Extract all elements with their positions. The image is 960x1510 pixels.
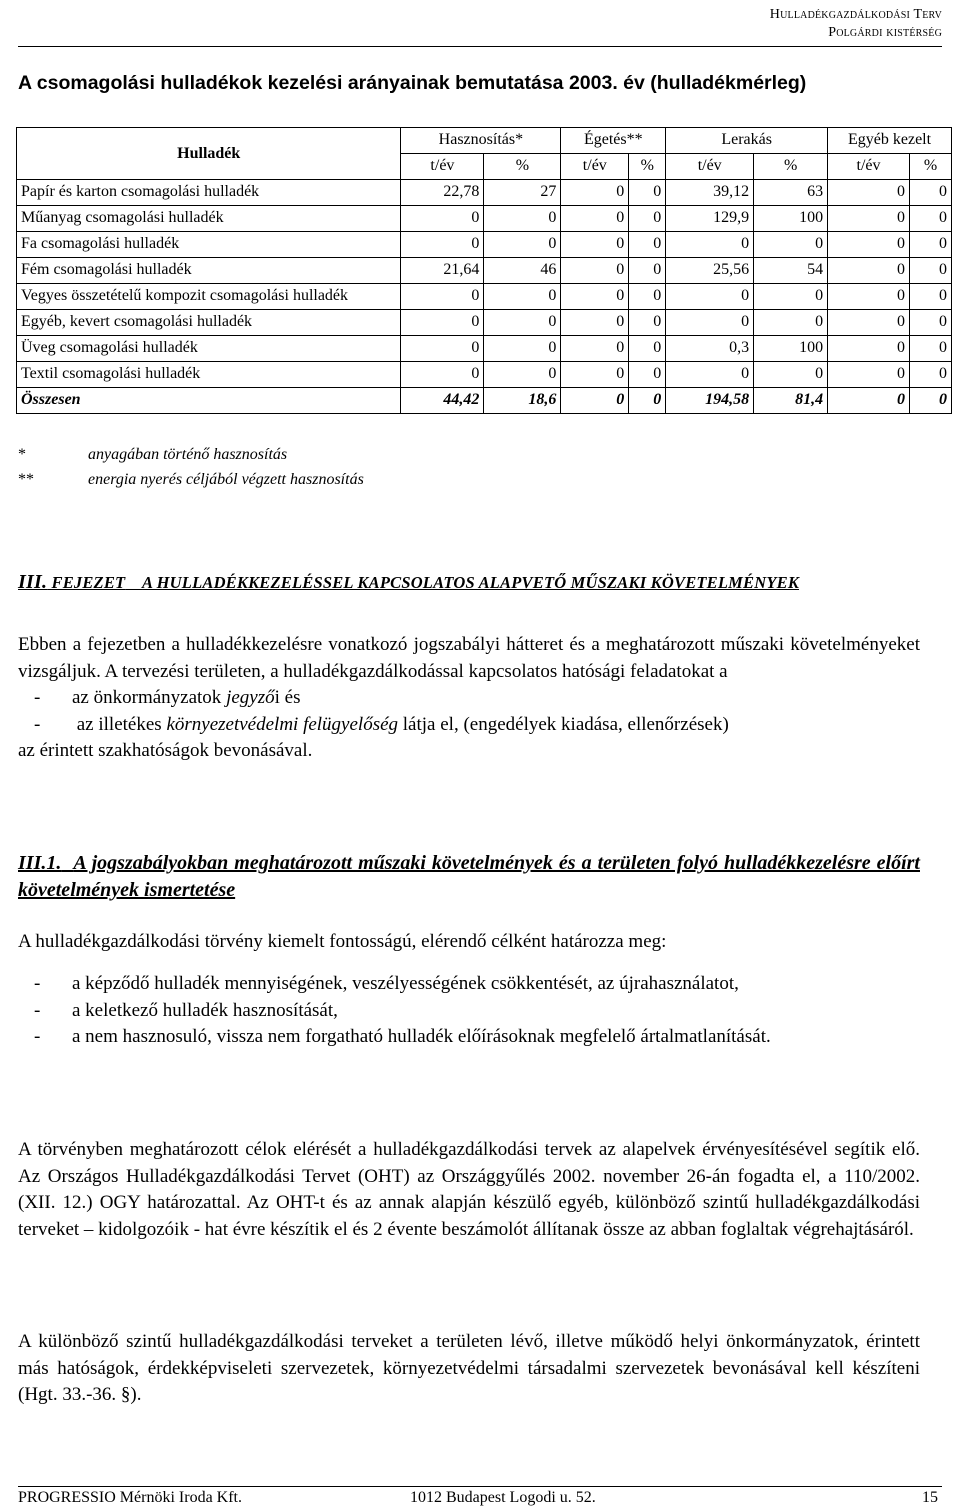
value-cell: 0 <box>629 180 666 206</box>
emphasis: környezetvédelmi felügyelőség <box>166 713 399 735</box>
footnote-marker: ** <box>18 471 34 488</box>
waste-type-cell: Összesen <box>17 388 401 414</box>
value-cell: 25,56 <box>666 258 754 284</box>
table-row <box>17 180 952 206</box>
column-group-header: Hasznosítás* <box>401 128 561 154</box>
value-cell: 0 <box>754 362 828 388</box>
table-row <box>17 232 952 258</box>
table-row <box>17 284 952 310</box>
value-cell: 0 <box>561 362 629 388</box>
waste-type-cell: Üveg csomagolási hulladék <box>17 336 401 362</box>
value-cell: 0 <box>828 284 910 310</box>
page-number: 15 <box>922 1489 938 1506</box>
value-cell: 0 <box>484 362 561 388</box>
value-cell: 0 <box>401 232 484 258</box>
value-cell: 0 <box>828 232 910 258</box>
value-cell: 0 <box>828 336 910 362</box>
column-group-header: Lerakás <box>666 128 828 154</box>
value-cell: 0 <box>484 284 561 310</box>
value-cell: 0,3 <box>666 336 754 362</box>
value-cell: 129,9 <box>666 206 754 232</box>
value-cell: 0 <box>909 284 951 310</box>
table-row <box>17 258 952 284</box>
emphasis: jegyző <box>226 687 275 708</box>
value-cell: 0 <box>828 258 910 284</box>
value-cell: 0 <box>561 206 629 232</box>
waste-type-cell: Vegyes összetételű kompozit csomagolási hulladék <box>17 284 401 310</box>
table-total-row <box>17 388 952 414</box>
header-title: Hulladékgazdálkodási Terv <box>769 7 942 22</box>
value-cell: 63 <box>754 180 828 206</box>
value-cell: 0 <box>484 336 561 362</box>
unit-header: % <box>484 154 561 180</box>
value-cell: 0 <box>401 336 484 362</box>
value-cell: 0 <box>629 336 666 362</box>
column-header-waste: Hulladék <box>17 128 401 180</box>
value-cell: 0 <box>666 362 754 388</box>
value-cell: 0 <box>401 284 484 310</box>
unit-header: % <box>754 154 828 180</box>
value-cell: 0 <box>629 362 666 388</box>
value-cell: 0 <box>629 388 666 414</box>
footnote-marker: * <box>18 446 26 463</box>
value-cell: 0 <box>909 362 951 388</box>
value-cell: 81,4 <box>754 388 828 414</box>
goal-item: - a képződő hulladék mennyiségének, veszélyességének csökkentését, az újrahasználatot, <box>34 973 739 994</box>
column-group-header: Egyéb kezelt <box>828 128 952 154</box>
footnote <box>18 442 364 467</box>
value-cell: 0 <box>828 206 910 232</box>
value-cell: 0 <box>909 180 951 206</box>
running-header <box>770 6 942 42</box>
value-cell: 0 <box>909 206 951 232</box>
goal-item: - a nem hasznosuló, vissza nem forgatható hulladék előírásoknak megfelelő ártalmatlanítását. <box>34 1026 771 1047</box>
footer-rule <box>18 1486 942 1487</box>
value-cell: 0 <box>561 258 629 284</box>
value-cell: 0 <box>754 232 828 258</box>
intro-block <box>18 632 920 765</box>
value-cell: 39,12 <box>666 180 754 206</box>
chapter-label: FEJEZET <box>51 573 126 592</box>
value-cell: 0 <box>629 206 666 232</box>
law-goals-list <box>18 971 920 1051</box>
chapter-title: A HULLADÉKKEZELÉSSEL KAPCSOLATOS ALAPVETŐ MŰSZAKI KÖVETELMÉNYEK <box>142 573 800 592</box>
waste-type-cell: Fa csomagolási hulladék <box>17 232 401 258</box>
value-cell: 0 <box>909 388 951 414</box>
chapter-heading <box>18 571 799 594</box>
value-cell: 0 <box>561 310 629 336</box>
section-heading <box>18 850 920 904</box>
section-title: A jogszabályokban meghatározott műszaki követelmények és a területen folyó hulladékkezelésre előírt követelmények ismertetése <box>18 852 920 901</box>
value-cell: 0 <box>754 284 828 310</box>
value-cell: 0 <box>828 362 910 388</box>
unit-header: % <box>629 154 666 180</box>
value-cell: 0 <box>401 310 484 336</box>
waste-type-cell: Textil csomagolási hulladék <box>17 362 401 388</box>
footnote-text: anyagában történő hasznosítás <box>88 446 288 463</box>
chapter-number: III. <box>18 571 48 593</box>
authority-item: - az illetékes környezetvédelmi felügyelőség látja el, (engedélyek kiadása, ellenőrzések) <box>34 713 729 735</box>
table-row <box>17 310 952 336</box>
value-cell: 0 <box>629 258 666 284</box>
waste-balance-table <box>16 127 952 414</box>
value-cell: 0 <box>561 388 629 414</box>
law-intro: A hulladékgazdálkodási törvény kiemelt fontosságú, elérendő célként határozza meg: <box>18 931 667 952</box>
waste-type-cell: Papír és karton csomagolási hulladék <box>17 180 401 206</box>
footer-company: PROGRESSIO Mérnöki Iroda Kft. <box>18 1489 242 1506</box>
table-row <box>17 336 952 362</box>
header-subtitle: Polgárdi kistérség <box>828 25 942 40</box>
value-cell: 22,78 <box>401 180 484 206</box>
value-cell: 27 <box>484 180 561 206</box>
value-cell: 0 <box>484 310 561 336</box>
value-cell: 0 <box>909 232 951 258</box>
footnote-text: energia nyerés céljából végzett hasznosítás <box>88 471 364 488</box>
waste-type-cell: Műanyag csomagolási hulladék <box>17 206 401 232</box>
waste-type-cell: Egyéb, kevert csomagolási hulladék <box>17 310 401 336</box>
value-cell: 0 <box>666 284 754 310</box>
document-title: A csomagolási hulladékok kezelési arányainak bemutatása 2003. év (hulladékmérleg) <box>18 72 807 94</box>
value-cell: 0 <box>909 336 951 362</box>
body-paragraph: A törvényben meghatározott célok elérését a hulladékgazdálkodási tervek az alapelvek érvényesítésével segítik elő. Az Országos Hulladékgazdálkodási Tervet (OHT) az Országgyűlés 2002. november 26-án fogadta el, a 110/2002. (XII. 12.) OGY határozattal. Az OHT-t és az annak alapján készülő egyéb, különböző szintű hulladékgazdálkodási terveket – kidolgozóik - hat évre készítik el és 2 évente beszámolót állítanak össze az abban foglaltak végrehajtásáról. <box>18 1139 920 1240</box>
value-cell: 0 <box>401 362 484 388</box>
table-row <box>17 362 952 388</box>
table-body <box>17 180 952 414</box>
value-cell: 54 <box>754 258 828 284</box>
unit-header: t/év <box>561 154 629 180</box>
value-cell: 100 <box>754 206 828 232</box>
value-cell: 0 <box>561 284 629 310</box>
value-cell: 0 <box>909 310 951 336</box>
intro-paragraph: Ebben a fejezetben a hulladékkezelésre vonatkozó jogszabályi hátteret és a meghatározott műszaki követelményeket vizsgáljuk. A tervezési területen, a hulladékgazdálkodással kapcsolatos hatósági feladatokat a <box>18 634 920 682</box>
value-cell: 0 <box>828 310 910 336</box>
unit-header: t/év <box>401 154 484 180</box>
value-cell: 0 <box>629 284 666 310</box>
value-cell: 0 <box>561 180 629 206</box>
value-cell: 0 <box>484 206 561 232</box>
value-cell: 0 <box>909 258 951 284</box>
unit-header: t/év <box>666 154 754 180</box>
value-cell: 0 <box>666 232 754 258</box>
body-paragraph: A különböző szintű hulladékgazdálkodási terveket a területen lévő, illetve működő helyi önkormányzatok, érintett más hatóságok, érdekképviseleti szervezetek, környezetvédelmi társadalmi szervezetek bevonásával kell készíteni (Hgt. 33.-36. §). <box>18 1331 920 1405</box>
value-cell: 0 <box>484 232 561 258</box>
unit-header: % <box>909 154 951 180</box>
value-cell: 100 <box>754 336 828 362</box>
value-cell: 0 <box>629 232 666 258</box>
value-cell: 0 <box>629 310 666 336</box>
section-number: III.1. <box>18 852 62 874</box>
value-cell: 0 <box>754 310 828 336</box>
column-group-header: Égetés** <box>561 128 666 154</box>
value-cell: 46 <box>484 258 561 284</box>
waste-type-cell: Fém csomagolási hulladék <box>17 258 401 284</box>
value-cell: 0 <box>561 232 629 258</box>
value-cell: 44,42 <box>401 388 484 414</box>
value-cell: 0 <box>401 206 484 232</box>
intro-paragraph-end: az érintett szakhatóságok bevonásával. <box>18 740 313 761</box>
value-cell: 194,58 <box>666 388 754 414</box>
value-cell: 18,6 <box>484 388 561 414</box>
header-rule <box>18 46 942 47</box>
table-row <box>17 206 952 232</box>
goal-item: - a keletkező hulladék hasznosítását, <box>34 999 338 1021</box>
value-cell: 0 <box>828 180 910 206</box>
value-cell: 0 <box>666 310 754 336</box>
value-cell: 0 <box>828 388 910 414</box>
unit-header: t/év <box>828 154 910 180</box>
footer-address: 1012 Budapest Logodi u. 52. <box>410 1489 596 1506</box>
value-cell: 21,64 <box>401 258 484 284</box>
authority-item: - az önkormányzatok jegyzői és <box>34 687 301 708</box>
value-cell: 0 <box>561 336 629 362</box>
table-footnotes <box>18 442 364 492</box>
footnote <box>18 467 364 492</box>
